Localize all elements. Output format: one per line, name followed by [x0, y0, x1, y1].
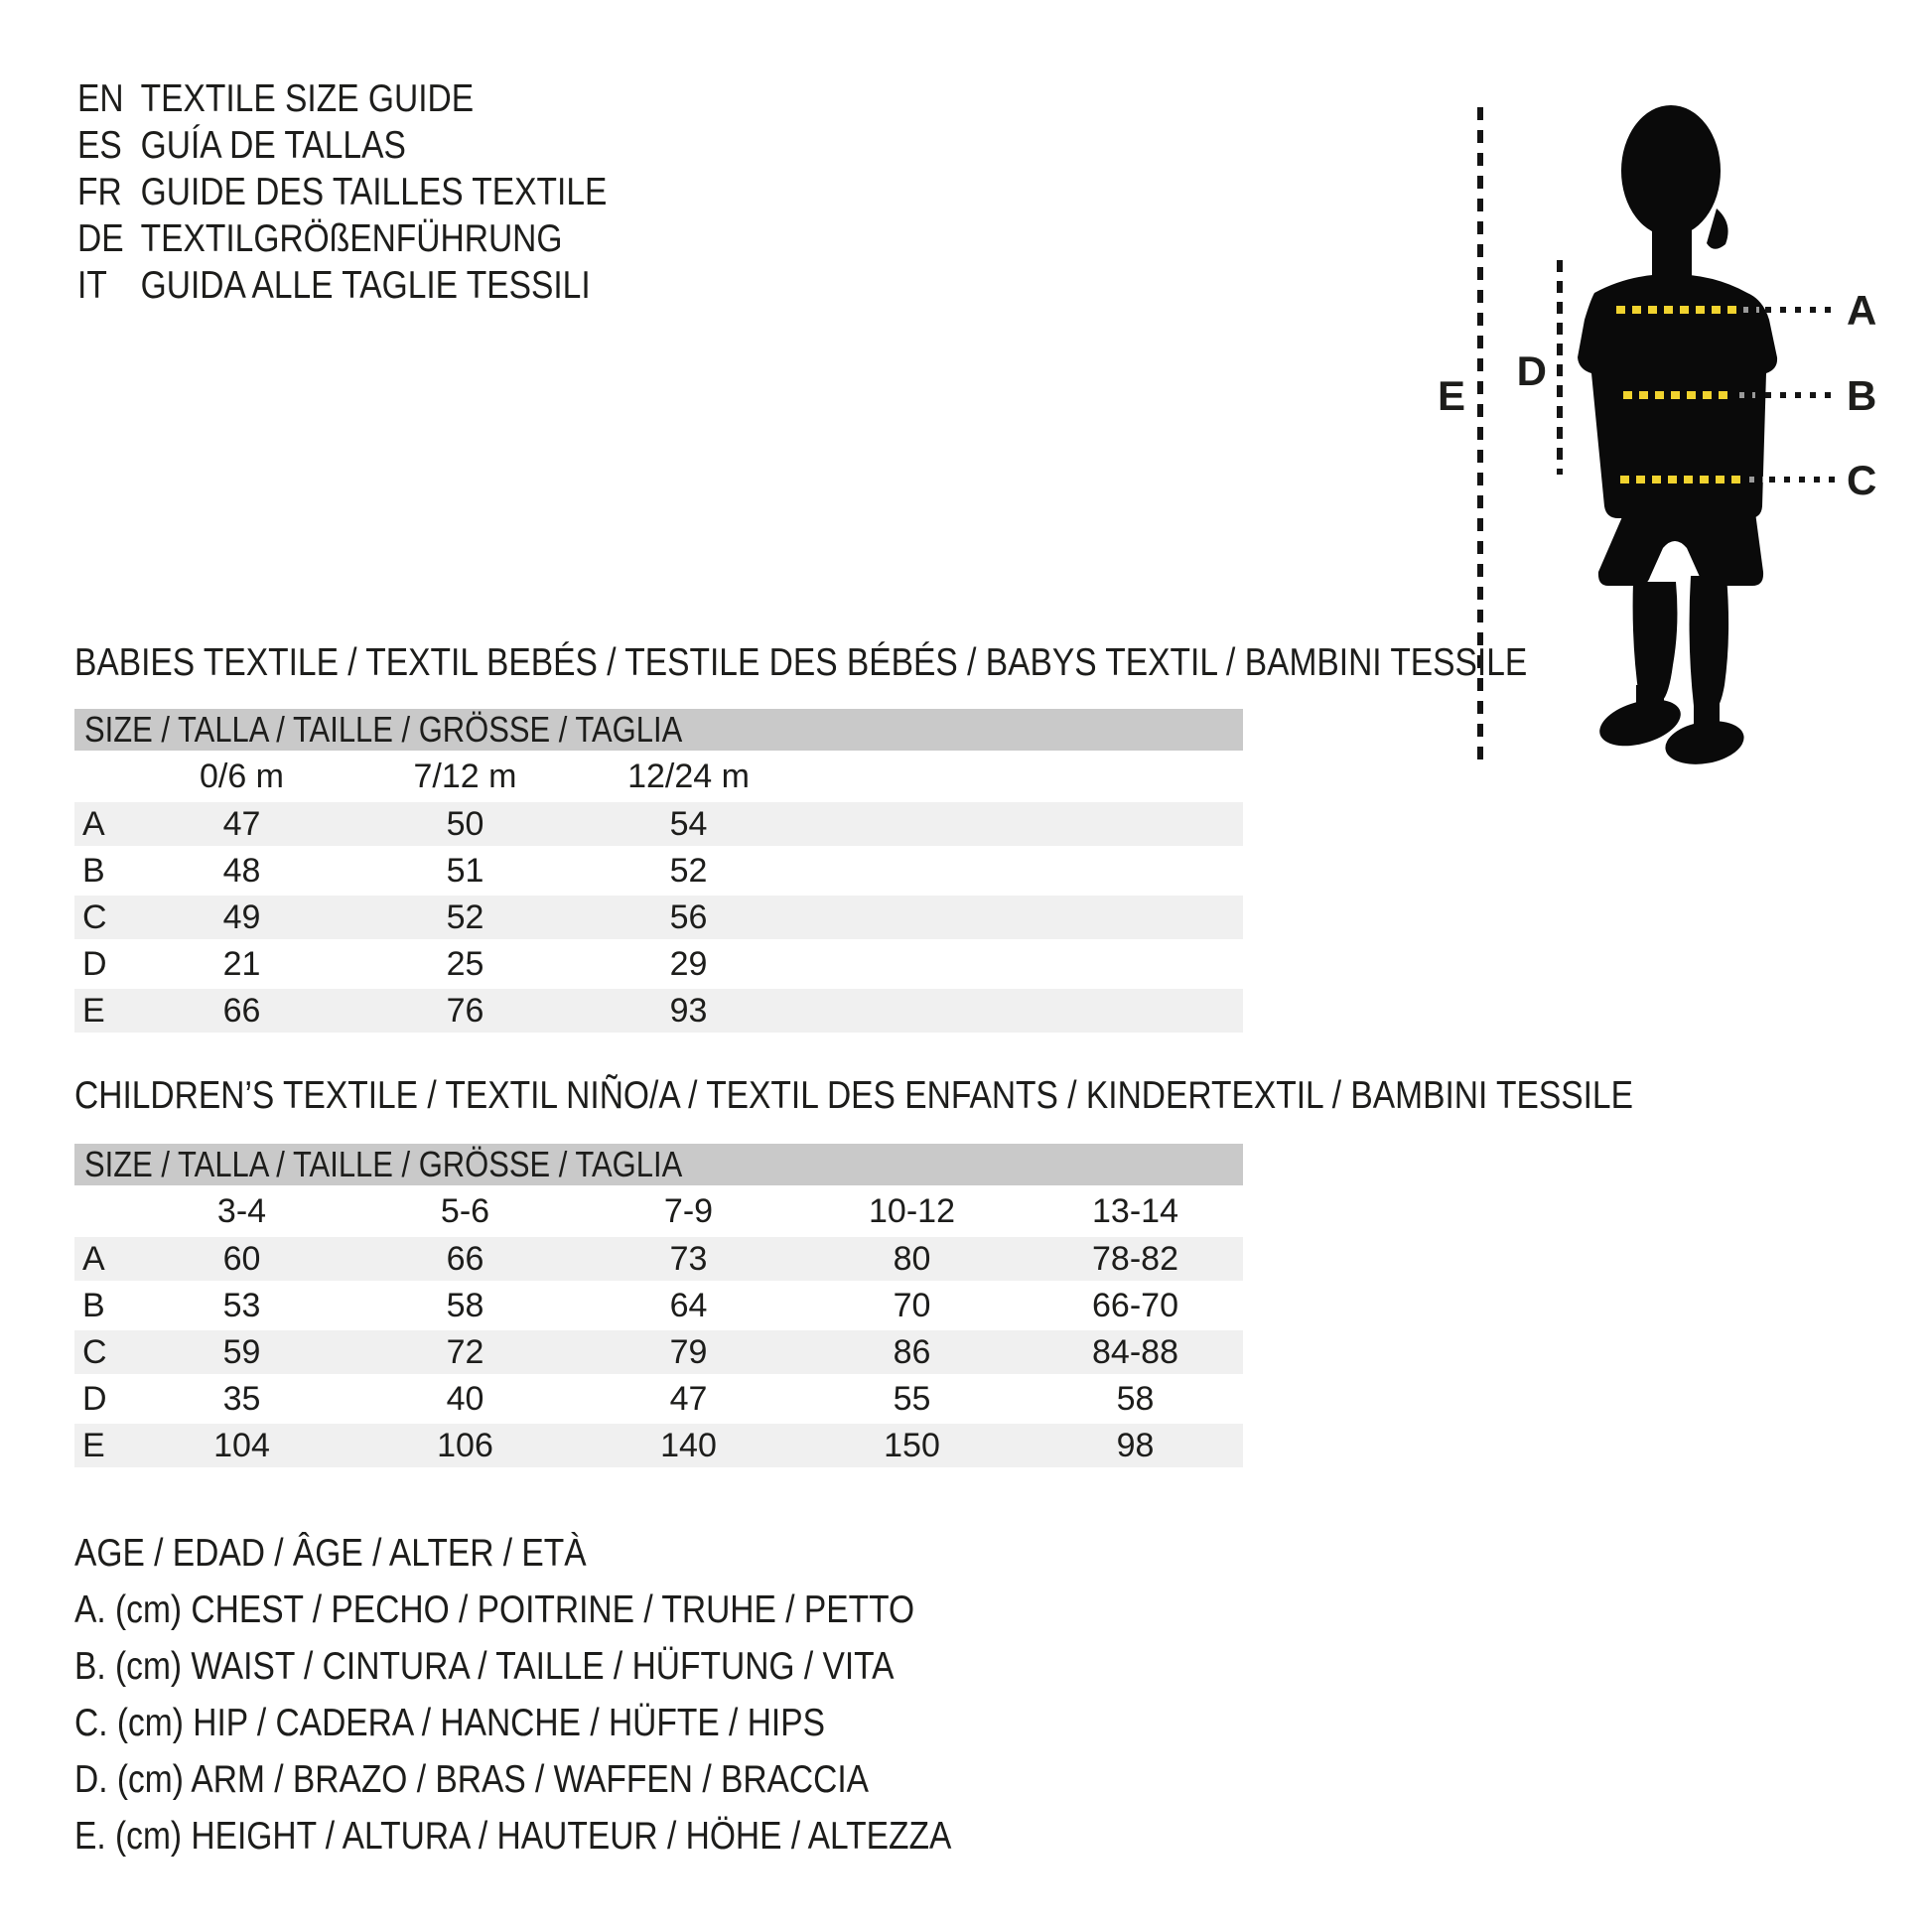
row-label: C — [82, 897, 107, 936]
cell: 52 — [446, 897, 484, 936]
language-title: TEXTILE SIZE GUIDE — [140, 76, 475, 120]
cell: 47 — [669, 1379, 708, 1418]
column-header: 12/24 m — [627, 757, 750, 795]
column-header: 13-14 — [1092, 1191, 1178, 1230]
row-label: E — [82, 1426, 105, 1464]
cell: 49 — [222, 897, 261, 936]
language-code: ES — [77, 123, 122, 167]
children-section-heading: CHILDREN’S TEXTILE / TEXTIL NIÑO/A / TEXTIL DES ENFANTS / KINDERTEXTIL / BAMBINI TESSILE — [74, 1074, 1633, 1117]
language-row — [77, 262, 607, 309]
figure-label-c: C — [1847, 457, 1877, 503]
legend-line-hip: C. (cm) HIP / CADERA / HANCHE / HÜFTE / HIPS — [74, 1701, 825, 1744]
cell: 47 — [222, 804, 261, 843]
cell: 98 — [1116, 1426, 1155, 1464]
legend-line-height: E. (cm) HEIGHT / ALTURA / HAUTEUR / HÖHE / ALTEZZA — [74, 1814, 952, 1858]
cell: 55 — [893, 1379, 931, 1418]
language-row — [77, 122, 607, 169]
cell: 72 — [446, 1332, 484, 1371]
children-size-table — [74, 1144, 1243, 1467]
language-title: TEXTILGRÖßENFÜHRUNG — [140, 216, 563, 260]
language-code: DE — [77, 216, 124, 260]
row-label: B — [82, 1286, 105, 1324]
legend-line-arm: D. (cm) ARM / BRAZO / BRAS / WAFFEN / BRACCIA — [74, 1757, 870, 1801]
cell: 70 — [893, 1286, 931, 1324]
cell: 140 — [660, 1426, 717, 1464]
figure-label-d: D — [1516, 347, 1547, 394]
cell: 73 — [669, 1239, 708, 1278]
table-row — [74, 1330, 1243, 1374]
table-row — [74, 1377, 1243, 1421]
row-label: C — [82, 1332, 107, 1371]
measurement-figure — [1177, 50, 1932, 804]
column-header: 10-12 — [869, 1191, 955, 1230]
table-row — [74, 802, 1243, 846]
column-header: 0/6 m — [199, 757, 285, 795]
language-row — [77, 169, 607, 215]
cell: 79 — [669, 1332, 708, 1371]
cell: 59 — [222, 1332, 261, 1371]
size-header-bar: SIZE / TALLA / TAILLE / GRÖSSE / TAGLIA — [74, 1144, 1243, 1185]
table-row — [74, 989, 1243, 1033]
language-title: GUIDE DES TAILLES TEXTILE — [140, 170, 608, 213]
language-code: IT — [77, 263, 107, 307]
column-header: 5-6 — [440, 1191, 490, 1230]
cell: 64 — [669, 1286, 708, 1324]
cell: 51 — [446, 851, 484, 890]
table-row — [74, 1284, 1243, 1327]
legend-line-waist: B. (cm) WAIST / CINTURA / TAILLE / HÜFTUNG / VITA — [74, 1644, 895, 1688]
child-measurement-diagram — [1177, 50, 1932, 804]
language-code: EN — [77, 76, 124, 120]
row-label: D — [82, 944, 107, 983]
language-row — [77, 215, 607, 262]
row-label: A — [82, 1239, 105, 1278]
cell: 58 — [446, 1286, 484, 1324]
cell: 93 — [669, 991, 708, 1030]
language-code: FR — [77, 170, 122, 213]
children-column-headers — [74, 1185, 1243, 1237]
size-header-bar: SIZE / TALLA / TAILLE / GRÖSSE / TAGLIA — [74, 709, 1243, 751]
cell: 25 — [446, 944, 484, 983]
column-header: 7-9 — [663, 1191, 714, 1230]
row-label: B — [82, 851, 105, 890]
language-list — [77, 75, 693, 309]
cell: 50 — [446, 804, 484, 843]
cell: 58 — [1116, 1379, 1155, 1418]
table-row — [74, 1237, 1243, 1281]
legend-line-chest: A. (cm) CHEST / PECHO / POITRINE / TRUHE / PETTO — [74, 1587, 915, 1631]
legend-line-age: AGE / EDAD / ÂGE / ALTER / ETÀ — [74, 1531, 587, 1575]
figure-label-b: B — [1847, 372, 1877, 419]
table-row — [74, 1424, 1243, 1467]
cell: 54 — [669, 804, 708, 843]
cell: 86 — [893, 1332, 931, 1371]
language-title: GUÍA DE TALLAS — [140, 123, 406, 167]
cell: 35 — [222, 1379, 261, 1418]
language-row — [77, 75, 607, 122]
cell: 53 — [222, 1286, 261, 1324]
row-label: D — [82, 1379, 107, 1418]
babies-column-headers — [74, 751, 1243, 802]
cell: 104 — [213, 1426, 270, 1464]
column-header: 7/12 m — [413, 757, 517, 795]
cell: 66 — [446, 1239, 484, 1278]
cell: 66-70 — [1092, 1286, 1178, 1324]
babies-section-heading: BABIES TEXTILE / TEXTIL BEBÉS / TESTILE DES BÉBÉS / BABYS TEXTIL / BAMBINI TESSILE — [74, 641, 1528, 684]
row-label: A — [82, 804, 105, 843]
babies-size-table — [74, 709, 1243, 1033]
cell: 78-82 — [1092, 1239, 1178, 1278]
cell: 21 — [222, 944, 261, 983]
column-header: 3-4 — [216, 1191, 267, 1230]
cell: 106 — [437, 1426, 493, 1464]
table-row — [74, 849, 1243, 893]
table-row — [74, 896, 1243, 939]
cell: 29 — [669, 944, 708, 983]
figure-label-a: A — [1847, 287, 1877, 334]
row-label: E — [82, 991, 105, 1030]
table-row — [74, 942, 1243, 986]
cell: 40 — [446, 1379, 484, 1418]
cell: 48 — [222, 851, 261, 890]
cell: 80 — [893, 1239, 931, 1278]
language-title: GUIDA ALLE TAGLIE TESSILI — [140, 263, 591, 307]
cell: 150 — [884, 1426, 940, 1464]
figure-label-e: E — [1437, 372, 1465, 419]
cell: 76 — [446, 991, 484, 1030]
measurement-legend — [74, 1525, 1094, 1864]
cell: 84-88 — [1092, 1332, 1178, 1371]
cell: 52 — [669, 851, 708, 890]
cell: 66 — [222, 991, 261, 1030]
cell: 60 — [222, 1239, 261, 1278]
cell: 56 — [669, 897, 708, 936]
